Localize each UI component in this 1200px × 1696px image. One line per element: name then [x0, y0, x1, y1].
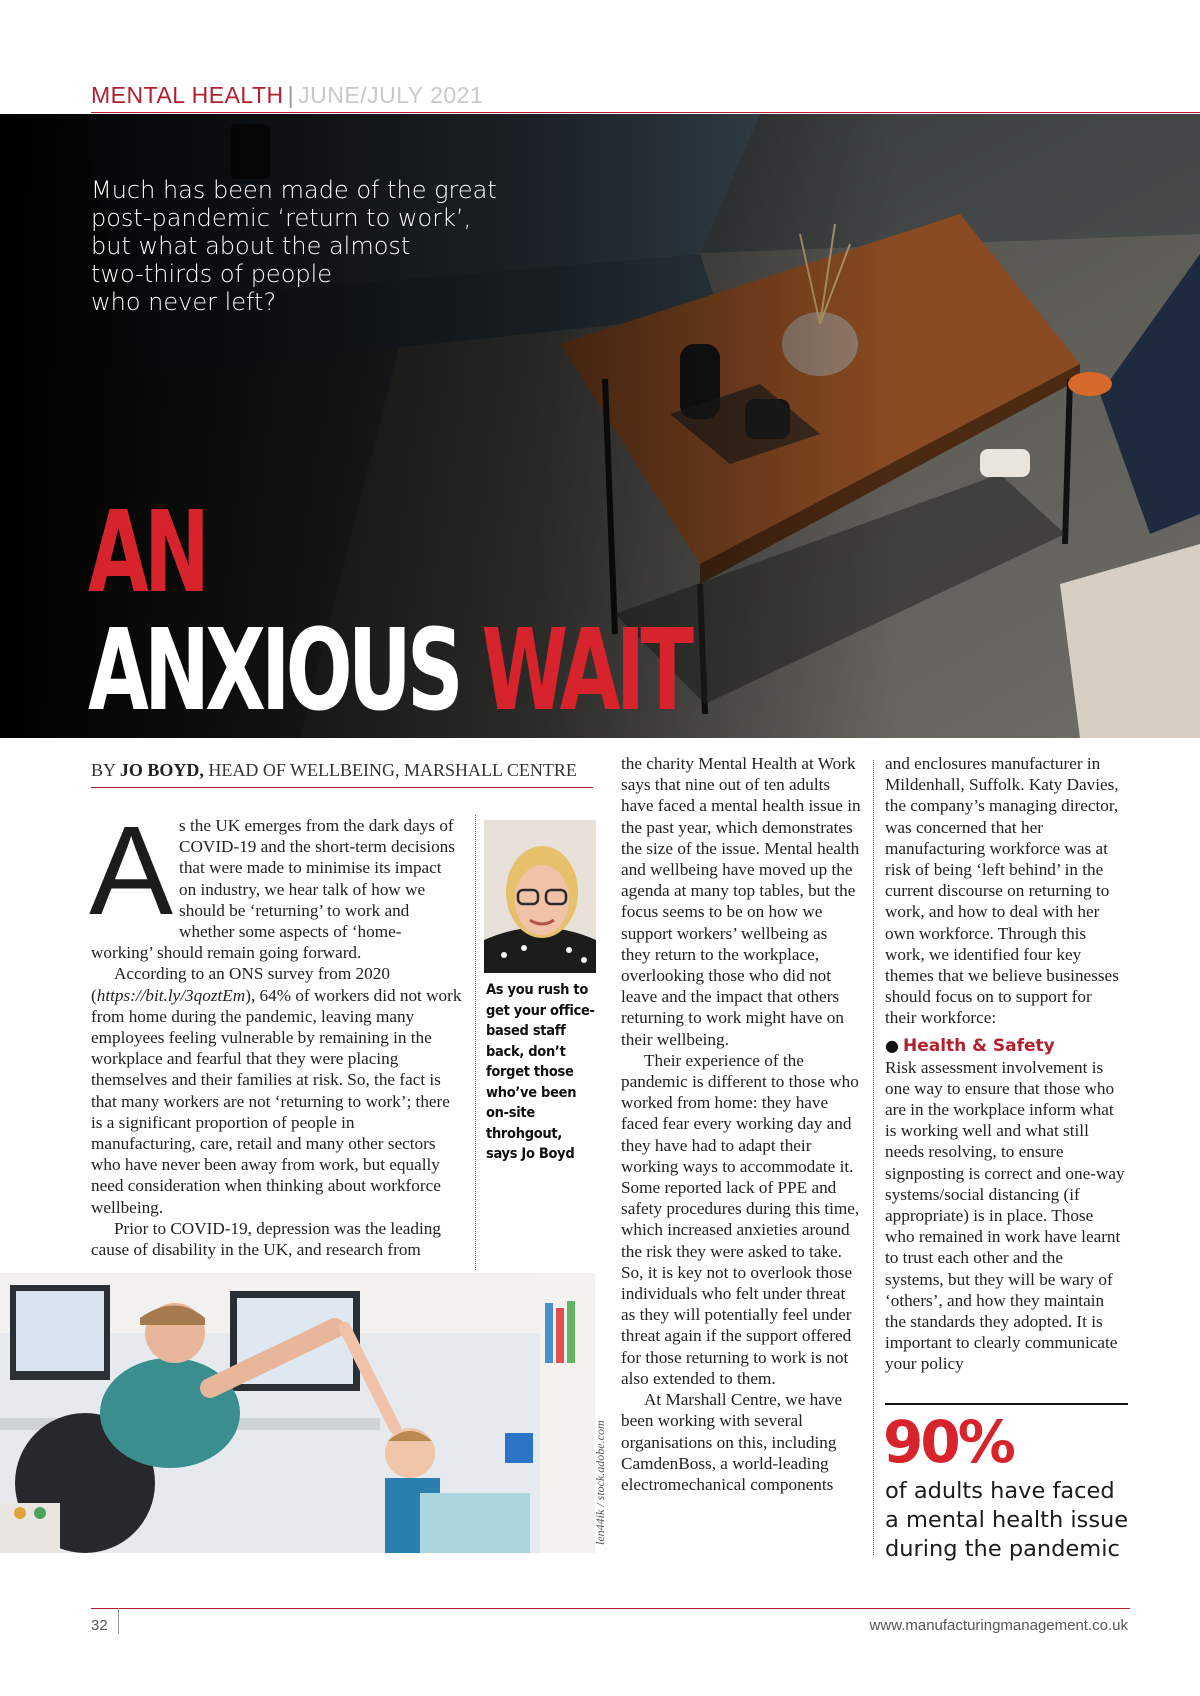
- headline-line-1: AN: [88, 488, 206, 618]
- headline-anxious: ANXIOUS: [88, 606, 482, 736]
- header-rule: [91, 112, 1200, 113]
- ons-link[interactable]: https://bit.ly/3qoztEm: [96, 985, 246, 1005]
- author-portrait: [484, 820, 596, 973]
- standfirst: Much has been made of the great post-pandemic ‘return to work’, but what about the almost two-thirds of people who never left?: [91, 176, 497, 316]
- hero-image: [0, 114, 1200, 738]
- paragraph-ons: According to an ONS survey from 2020 (https://bit.ly/3qoztEm), 64% of workers did not work from home during the pandemic, leaving many employees feeling vulnerable by remaining in the workplace and fearful that they were placing themselves and their families at risk. So, the fact is that many workers are not ‘returning to work’; there is a significant proportion of people in manufacturing, care, retail and many other sectors who have never been away from work, but equally need consideration when thinking about workforce wellbeing.: [91, 964, 462, 1217]
- column-1: [89, 800, 463, 1260]
- website-link[interactable]: www.manufacturingmanagement.co.uk: [869, 1617, 1128, 1634]
- paragraph-marshall: At Marshall Centre, we have been working with several organisations on this, including CamdenBoss, a world-leading electromechanical components: [621, 1390, 843, 1494]
- header-separator: |: [287, 82, 295, 108]
- column-divider-2: [873, 760, 874, 1555]
- paragraph-depression: Prior to COVID-19, depression was the leading cause of disability in the UK, and research from: [91, 1218, 441, 1260]
- byline-role: HEAD OF WELLBEING, MARSHALL CENTRE: [203, 760, 577, 780]
- column-divider: [475, 815, 476, 1270]
- paragraph-camdenboss: and enclosures manufacturer in Mildenhall, Suffolk. Katy Davies, the company’s managing director, was concerned that her manufacturing workforce was at risk of being ‘left behind’ in the current discourse on returning to work, and how to deal with her own workforce. Through this work, we identified four key themes that we believe businesses should focus on to support for their workforce:: [885, 754, 1119, 1028]
- headline-wait: WAIT: [481, 606, 690, 736]
- byline: [91, 760, 593, 788]
- column-2: [621, 753, 861, 1495]
- pullquote-rule: [885, 1403, 1128, 1405]
- paragraph-intro: As the UK emerges from the dark days of COVID-19 and the short-term decisions that were made to minimise its impact on industry, we hear talk of how we should be ‘returning’ to work and whether some aspects of ‘home-working’ should remain going forward.: [89, 800, 455, 963]
- headline: [88, 488, 690, 736]
- pullquote-number: 90%: [883, 1408, 1013, 1476]
- column-3: [885, 753, 1125, 1375]
- bullet-icon: ●: [885, 1035, 899, 1055]
- byline-prefix: BY: [91, 760, 120, 780]
- drop-cap: A: [89, 800, 174, 941]
- photo-credit: len44ik / stock.adobe.com: [593, 1420, 607, 1545]
- running-header: [91, 82, 483, 109]
- home-office-photo: [0, 1273, 595, 1553]
- pullquote-text: of adults have faced a mental health issue during the pandemic: [885, 1478, 1129, 1562]
- portrait-caption: As you rush to get your office-based staff back, don’t forget those who’ve been on-site throhgout, says Jo Boyd: [486, 982, 595, 1162]
- paragraph-charity: the charity Mental Health at Work says that nine out of ten adults have faced a mental health issue in the past year, which demonstrates the size of the issue. Mental health and wellbeing have moved up the agenda at many top tables, but the focus seems to be on how we support workers’ wellbeing as they return to the workplace, overlooking those who did not leave and the impact that others returning to work might have on their wellbeing.: [621, 754, 861, 1049]
- issue-date: JUNE/JULY 2021: [298, 82, 484, 108]
- footer-rule: [91, 1608, 1130, 1609]
- paragraph-risk: Risk assessment involvement is one way to ensure that those who are in the workplace inform what is working well and what still needs resolving, to ensure signposting is correct and one-way systems/social distancing (if appropriate) is in place. Those who remained in work have learnt to trust each other and the systems, but they will be wary of ‘others’, and how they maintain the standards they adopted. It is important to clearly communicate your policy: [885, 1057, 1125, 1374]
- paragraph-experience: Their experience of the pandemic is different to those who worked from home: they have faced fear every working day and they have had to adapt their working ways to accommodate it. Some reported lack of PPE and safety procedures during this time, which increased anxieties around the risk they were asked to take. So, it is key not to overlook those individuals who felt under threat as they will potentially feel under threat again if the support offered for those returning to work is not also extended to them.: [621, 1050, 860, 1388]
- subhead-health-safety: ● Health & Safety: [885, 1035, 1055, 1056]
- byline-author: JO BOYD,: [119, 760, 204, 780]
- section-label: MENTAL HEALTH: [91, 82, 284, 108]
- footer-tick: [118, 1608, 119, 1634]
- page-number: 32: [91, 1617, 108, 1634]
